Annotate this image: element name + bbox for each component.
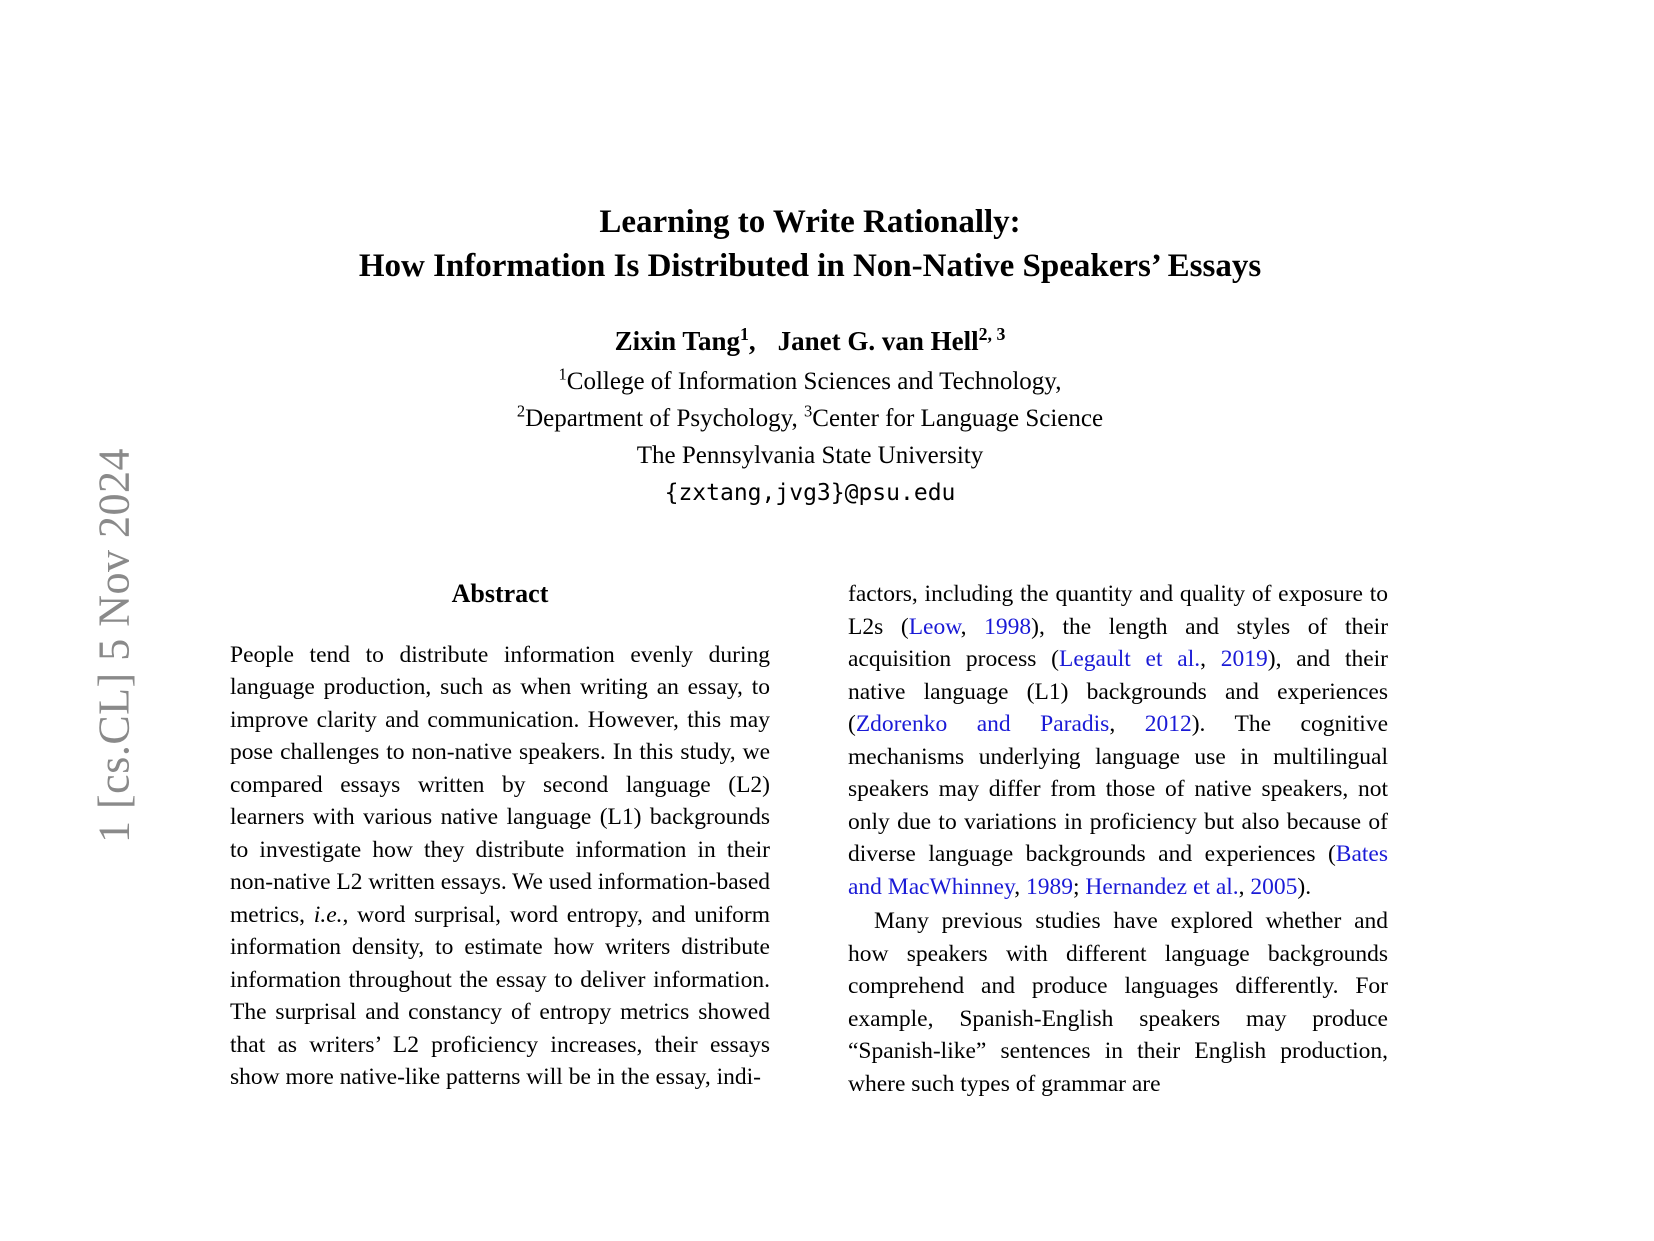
affiliations bbox=[230, 363, 1390, 474]
citation-zdorenko[interactable]: Zdorenko and Paradis bbox=[855, 711, 1110, 737]
author-1-name: Zixin Tang bbox=[614, 326, 740, 356]
citation-bates[interactable]: Bates and MacWhinney bbox=[848, 841, 1388, 900]
affiliation-3-marker: 3 bbox=[804, 401, 813, 421]
left-column bbox=[230, 578, 770, 1100]
intro-text-4: , bbox=[1200, 646, 1221, 672]
abstract-paragraph bbox=[230, 639, 770, 1094]
intro-text-8: , bbox=[1014, 873, 1026, 900]
intro-paragraph-2: Many previous studies have explored whether and how speakers with different language backgrounds comprehend and produce languages differently. For example, Spanish-English speakers may produce “Spanish-like” sentences in their English production, where such types of grammar are bbox=[848, 908, 1388, 1097]
citation-zdorenko-year[interactable]: 2012 bbox=[1144, 711, 1192, 737]
author-2-affiliation-marker: 2, 3 bbox=[978, 324, 1006, 344]
page-title bbox=[230, 200, 1390, 288]
affiliation-1-marker: 1 bbox=[558, 364, 567, 384]
abstract-text-part-2: , word surprisal, word entropy, and uniform information density, to estimate how writers distribute information throughout the essay to deliver information. The surprisal and constancy of entropy metrics showed that as writers’ L2 proficiency increases, their essays show more native-like patterns will be in the essay, indi- bbox=[230, 901, 770, 1090]
title-line-1: Learning to Write Rationally: bbox=[599, 204, 1021, 240]
affiliation-line-1 bbox=[230, 363, 1390, 400]
intro-text-2: , bbox=[960, 613, 985, 640]
paper-content bbox=[230, 0, 1390, 1241]
intro-text-11: ). bbox=[1297, 873, 1312, 900]
citation-leow[interactable]: Leow bbox=[908, 613, 961, 640]
author-2-name: Janet G. van Hell bbox=[777, 326, 979, 356]
abstract-text-italic: i.e. bbox=[313, 901, 343, 928]
affiliation-3-text: Center for Language Science bbox=[812, 405, 1104, 432]
right-column bbox=[848, 578, 1388, 1100]
citation-legault-year[interactable]: 2019 bbox=[1220, 646, 1268, 672]
intro-text-5: ), and their native language (L1) backgrounds and experiences ( bbox=[848, 646, 1389, 737]
affiliation-2-text: Department of Psychology, bbox=[525, 405, 805, 432]
citation-leow-year[interactable]: 1998 bbox=[984, 613, 1032, 640]
affiliation-1-text: College of Information Sciences and Technology, bbox=[566, 368, 1062, 395]
affiliation-2-marker: 2 bbox=[516, 401, 526, 421]
affiliation-line-3: The Pennsylvania State University bbox=[636, 442, 984, 469]
body-columns bbox=[230, 578, 1390, 1100]
author-separator: , bbox=[748, 326, 756, 356]
citation-hernandez[interactable]: Hernandez et al. bbox=[1085, 873, 1239, 900]
title-line-2: How Information Is Distributed in Non-Native Speakers’ Essays bbox=[358, 248, 1262, 284]
abstract-text-part-1: People tend to distribute information evenly during language production, such as when writing an essay, to improve clarity and communication. However, this may pose challenges to non-native speakers. In this study, we compared essays written by second language (L2) learners with various native language (L1) backgrounds to investigate how they distribute information in their non-native L2 written essays. We used information-based metrics, bbox=[230, 641, 770, 928]
intro-text-9: ; bbox=[1072, 873, 1086, 900]
intro-text-7: ). The cognitive mechanisms underlying language use in multilingual speakers may differ from those of native speakers, not only due to variations in proficiency but also because of diverse language backgrounds and experiences ( bbox=[848, 711, 1388, 867]
intro-text-3: ), the length and styles of their acquisition process ( bbox=[848, 613, 1389, 672]
affiliation-line-2 bbox=[230, 400, 1390, 437]
citation-hernandez-year[interactable]: 2005 bbox=[1250, 873, 1298, 900]
author-list bbox=[230, 326, 1390, 357]
intro-text-10: , bbox=[1238, 873, 1251, 900]
intro-paragraph-1 bbox=[848, 578, 1388, 903]
citation-bates-year[interactable]: 1989 bbox=[1025, 873, 1073, 900]
author-1-affiliation-marker: 1 bbox=[739, 324, 749, 344]
arxiv-stamp: 1 [cs.CL] 5 Nov 2024 bbox=[89, 448, 139, 843]
intro-text-1: factors, including the quantity and quality of exposure to L2s ( bbox=[848, 581, 1388, 640]
abstract-heading: Abstract bbox=[451, 579, 549, 608]
citation-legault[interactable]: Legault et al. bbox=[1058, 646, 1201, 672]
intro-text-6: , bbox=[1109, 711, 1145, 737]
author-email: {zxtang,jvg3}@psu.edu bbox=[664, 480, 956, 506]
